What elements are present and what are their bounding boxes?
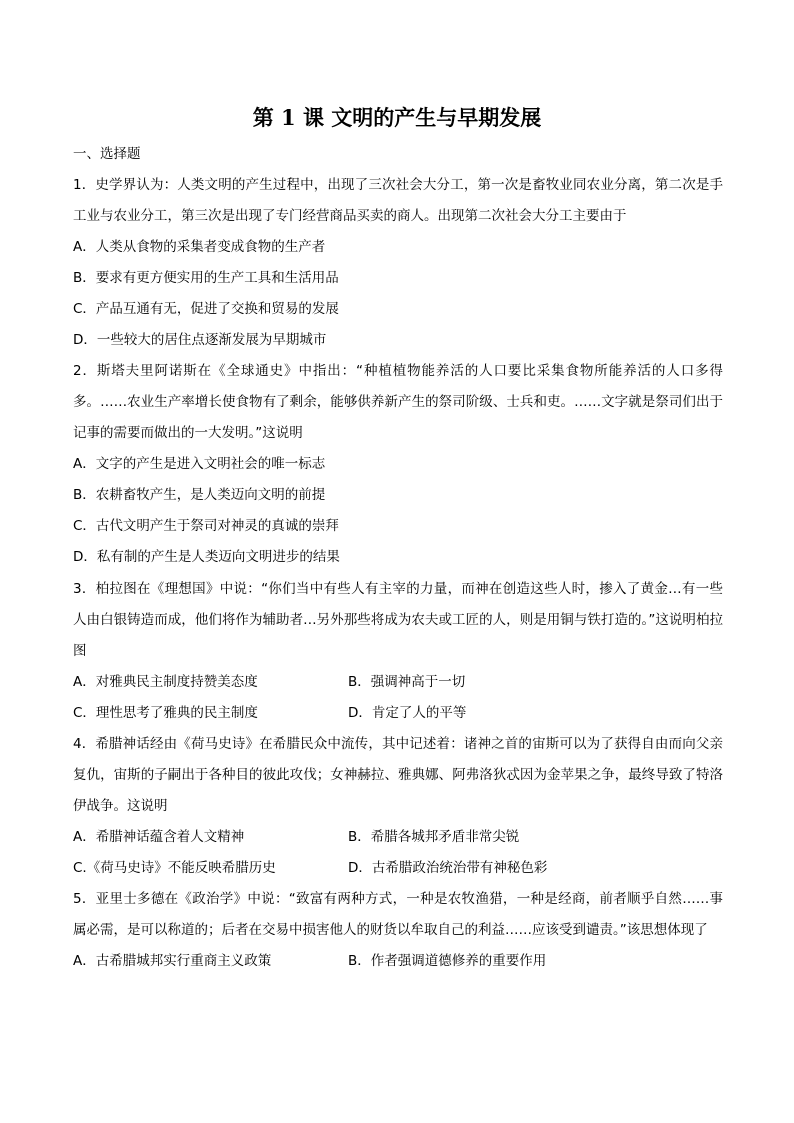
options-row bbox=[73, 853, 723, 884]
question-stem: 1．史学界认为：人类文明的产生过程中，出现了三次社会大分工，第一次是畜牧业同农业分离，第二次是手工业与农业分工，第三次是出现了专门经营商品买卖的商人。出现第二次社会大分工主要由于 bbox=[73, 177, 723, 224]
question-stem: 4．希腊神话经由《荷马史诗》在希腊民众中流传，其中记述着：诸神之首的宙斯可以为了获得自由而向父亲复仇，宙斯的子嗣出于各种目的彼此攻伐；女神赫拉、雅典娜、阿弗洛狄忒因为金苹果之争，最终导致了特洛伊战争。这说明 bbox=[73, 736, 723, 814]
option-c: C．产品互通有无，促进了交换和贸易的发展 bbox=[73, 301, 339, 317]
question-3 bbox=[73, 574, 723, 729]
option-a: A．对雅典民主制度持赞美态度 bbox=[73, 674, 258, 690]
option-a: A．古希腊城邦实行重商主义政策 bbox=[73, 953, 272, 969]
option-d: D．私有制的产生是人类迈向文明进步的结果 bbox=[73, 549, 340, 565]
option-d: D．古希腊政治统治带有神秘色彩 bbox=[348, 860, 548, 876]
option-a: A．人类从食物的采集者变成食物的生产者 bbox=[73, 239, 326, 255]
option-c: C．理性思考了雅典的民主制度 bbox=[73, 705, 258, 721]
option-a: A．文字的产生是进入文明社会的唯一标志 bbox=[73, 456, 326, 472]
question-stem: 5．亚里士多德在《政治学》中说：“致富有两种方式，一种是农牧渔猎，一种是经商，前者顺乎自然……事属必需，是可以称道的；后者在交易中损害他人的财货以牟取自己的利益……应该受到谴责。”该思想体现了 bbox=[73, 891, 723, 938]
section-heading: 一、选择题 bbox=[73, 146, 141, 162]
option-a: A．希腊神话蕴含着人文精神 bbox=[73, 829, 245, 845]
option-b: B．要求有更方便实用的生产工具和生活用品 bbox=[73, 270, 339, 286]
option-d: D．一些较大的居住点逐渐发展为早期城市 bbox=[73, 332, 327, 348]
page-title: 第 1 课 文明的产生与早期发展 bbox=[252, 105, 542, 130]
question-1 bbox=[73, 170, 723, 356]
options-row bbox=[73, 667, 723, 698]
option-b: B．作者强调道德修养的重要作用 bbox=[348, 953, 547, 969]
question-2 bbox=[73, 356, 723, 573]
options-row bbox=[73, 822, 723, 853]
options-row bbox=[73, 698, 723, 729]
option-b: B．强调神高于一切 bbox=[348, 674, 466, 690]
question-4 bbox=[73, 729, 723, 884]
question-stem: 3．柏拉图在《理想国》中说：“你们当中有些人有主宰的力量，而神在创造这些人时，掺入了黄金…有一些人由白银铸造而成，他们将作为辅助者…另外那些将成为农夫或工匠的人，则是用铜与铁打造的。”这说明柏拉图 bbox=[73, 581, 723, 659]
question-stem: 2．斯塔夫里阿诺斯在《全球通史》中指出：“种植植物能养活的人口要比采集食物所能养活的人口多得多。……农业生产率增长使食物有了剩余，能够供养新产生的祭司阶级、士兵和吏。……文字就是祭司们出于记事的需要而做出的一大发明。”这说明 bbox=[73, 363, 723, 441]
option-d: D．肯定了人的平等 bbox=[348, 705, 467, 721]
option-b: B．农耕畜牧产生，是人类迈向文明的前提 bbox=[73, 487, 326, 503]
option-c: C．古代文明产生于祭司对神灵的真诚的崇拜 bbox=[73, 518, 339, 534]
option-c: C.《荷马史诗》不能反映希腊历史 bbox=[73, 860, 276, 876]
options-row bbox=[73, 946, 723, 977]
question-5 bbox=[73, 884, 723, 977]
option-b: B．希腊各城邦矛盾非常尖锐 bbox=[348, 829, 520, 845]
